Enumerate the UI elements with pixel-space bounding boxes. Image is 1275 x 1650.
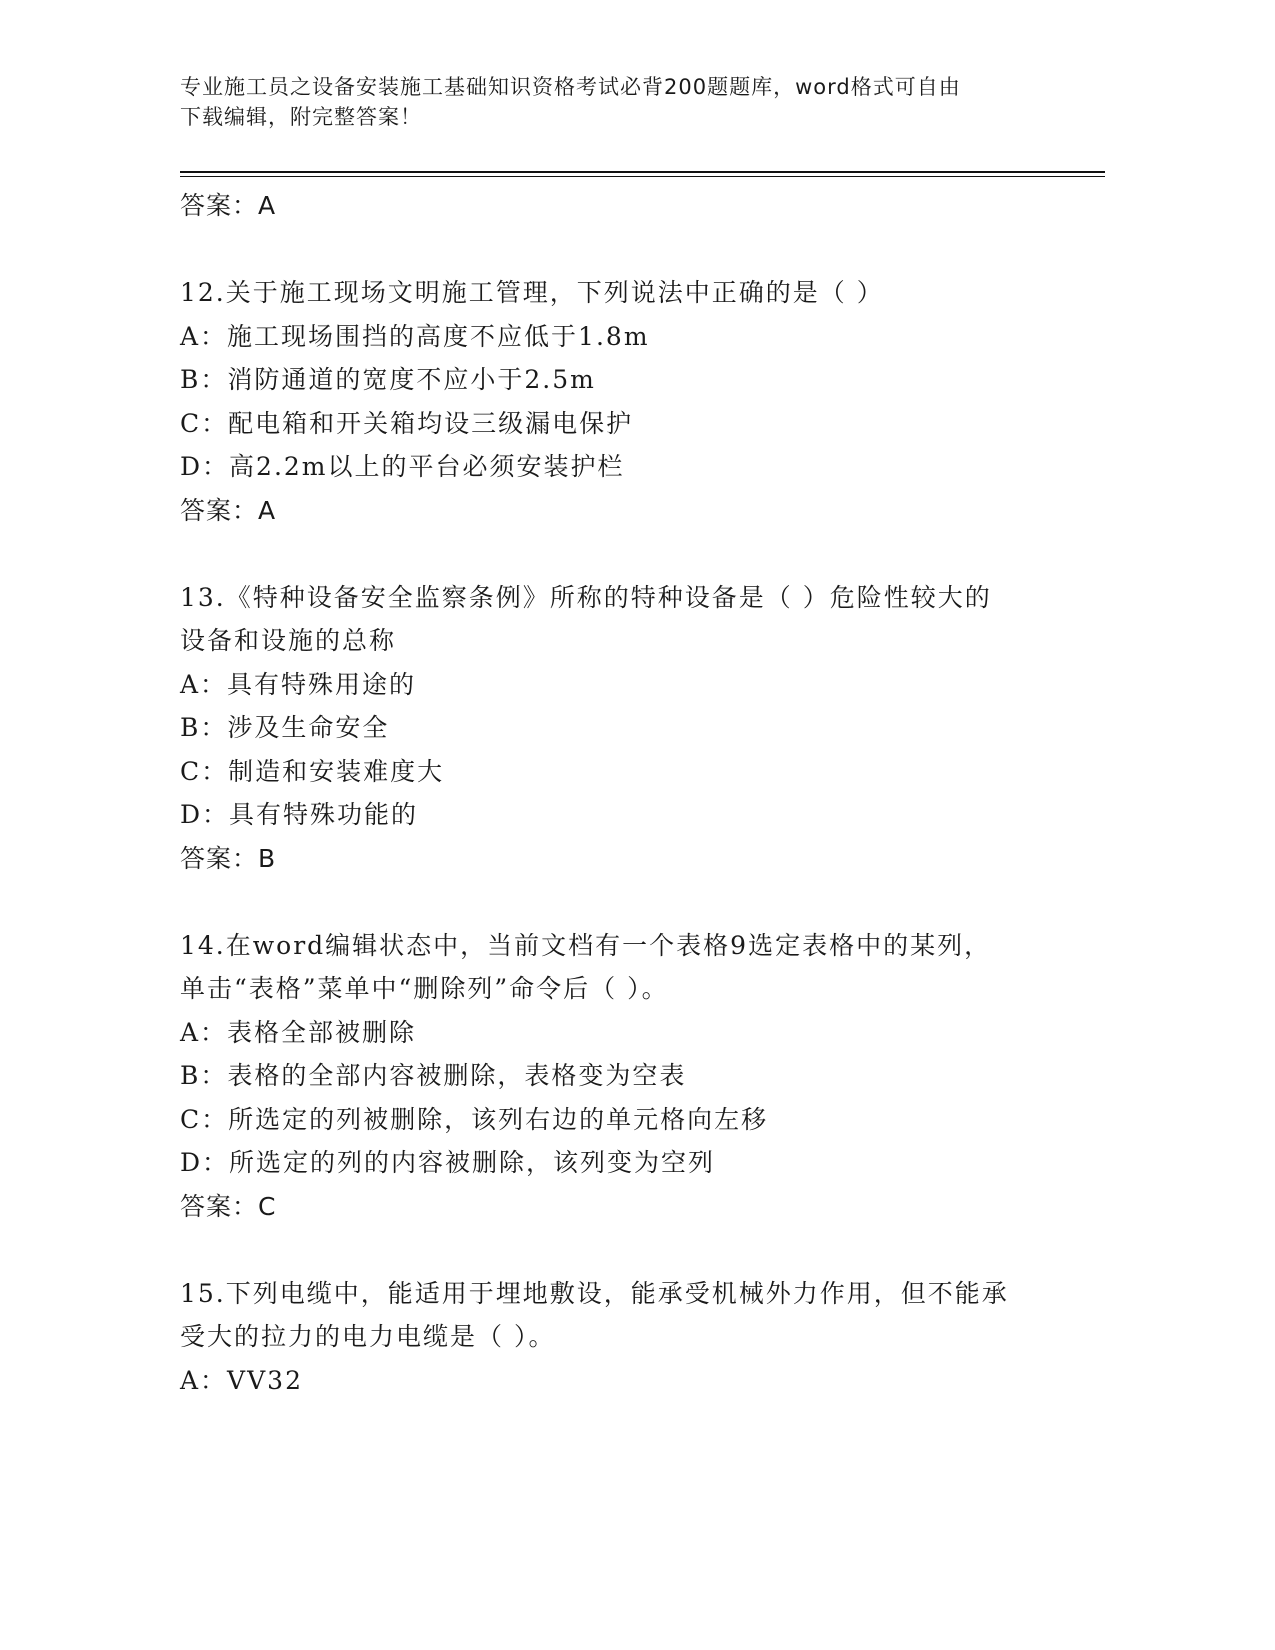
question-text-continued: 受大的拉力的电力电缆是（ ）。 <box>180 1322 556 1351</box>
option-c: C：制造和安装难度大 <box>180 756 445 786</box>
option-c: C：配电箱和开关箱均设三级漏电保护 <box>180 408 634 438</box>
question-block <box>180 576 1080 881</box>
question-block <box>180 1272 1080 1403</box>
option-c: C：所选定的列被删除，该列右边的单元格向左移 <box>180 1104 769 1134</box>
option-a: A：VV32 <box>180 1365 303 1395</box>
header-divider <box>180 171 1105 177</box>
option-d: D：高2.2m以上的平台必须安装护栏 <box>180 452 625 481</box>
document-body <box>180 184 1080 1402</box>
question-text: 14.在word编辑状态中，当前文档有一个表格9选定表格中的某列， <box>180 930 992 960</box>
question-text: 15.下列电缆中，能适用于埋地敷设，能承受机械外力作用，但不能承 <box>180 1278 1009 1308</box>
question-text: 13.《特种设备安全监察条例》所称的特种设备是（ ）危险性较大的 <box>180 582 992 612</box>
question-text: 12.关于施工现场文明施工管理，下列说法中正确的是（ ） <box>180 278 884 307</box>
header-line-2: 下载编辑，附完整答案！ <box>180 105 422 129</box>
spacer <box>180 532 1080 576</box>
spacer <box>180 1228 1080 1272</box>
page-header <box>180 72 1100 132</box>
spacer <box>180 228 1080 272</box>
question-block <box>180 271 1080 532</box>
answer-line: 答案：C <box>180 1191 277 1221</box>
header-line-1: 专业施工员之设备安装施工基础知识资格考试必背200题题库，word格式可自由 <box>180 75 961 99</box>
answer-line: 答案：A <box>180 191 277 220</box>
option-b: B：涉及生命安全 <box>180 713 390 742</box>
option-d: D：所选定的列的内容被删除，该列变为空列 <box>180 1148 716 1177</box>
option-a: A：施工现场围挡的高度不应低于1.8m <box>180 321 650 351</box>
question-block <box>180 924 1080 1229</box>
option-b: B：表格的全部内容被删除，表格变为空表 <box>180 1061 687 1090</box>
option-b: B：消防通道的宽度不应小于2.5m <box>180 365 596 394</box>
question-text-continued: 单击“表格”菜单中“删除列”命令后（ ）。 <box>180 974 669 1003</box>
answer-line: 答案：A <box>180 495 277 525</box>
spacer <box>180 880 1080 924</box>
option-a: A：具有特殊用途的 <box>180 669 417 699</box>
option-d: D：具有特殊功能的 <box>180 800 419 829</box>
answer-line: 答案：B <box>180 843 277 873</box>
question-text-continued: 设备和设施的总称 <box>180 626 397 655</box>
option-a: A：表格全部被删除 <box>180 1017 417 1047</box>
